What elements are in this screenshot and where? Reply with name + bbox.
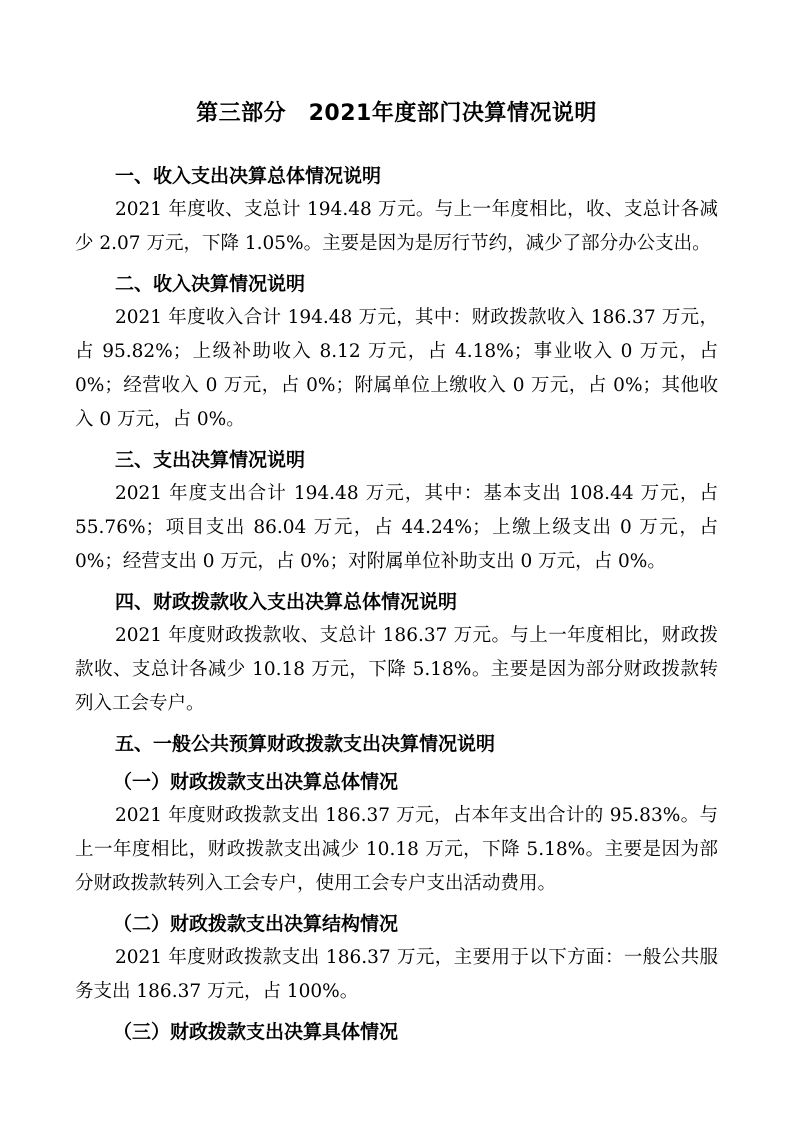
section-heading: 四、财政拨款收入支出决算总体情况说明	[115, 591, 458, 613]
document-title: 第三部分 2021年度部门决算情况说明	[196, 101, 597, 126]
section-heading: 五、一般公共预算财政拨款支出决算情况说明	[115, 733, 496, 755]
section-paragraph: 2021 年度支出合计 194.48 万元，其中：基本支出 108.44 万元，占 55.76%；项目支出 86.04 万元，占 44.24%；上缴上级支出 0 万元，占 0%；经营支出 0 万元，占 0%；对附属单位补助支出 0 万元，占 0%。	[75, 483, 718, 572]
section-heading: 二、收入决算情况说明	[115, 273, 306, 295]
document-body	[0, 159, 793, 1049]
section-heading: 一、收入支出决算总体情况说明	[115, 165, 382, 187]
section-heading: 三、支出决算情况说明	[115, 449, 306, 471]
subsection-paragraph: 2021 年度财政拨款支出 186.37 万元，主要用于以下方面：一般公共服务支出 186.37 万元，占 100%。	[75, 947, 718, 1002]
section-paragraph: 2021 年度财政拨款收、支总计 186.37 万元。与上一年度相比，财政拨款收、支总计各减少 10.18 万元，下降 5.18%。主要是因为部分财政拨款转列入工会专户。	[75, 625, 718, 714]
subsection-heading: （三）财政拨款支出决算具体情况	[113, 1021, 399, 1043]
subsection-paragraph: 2021 年度财政拨款支出 186.37 万元，占本年支出合计的 95.83%。与上一年度相比，财政拨款支出减少 10.18 万元，下降 5.18%。主要是因为部分财政拨款转列入工会专户，使用工会专户支出活动费用。	[75, 805, 718, 894]
section-general-budget	[75, 727, 718, 1049]
section-overall	[75, 159, 718, 261]
section-paragraph: 2021 年度收入合计 194.48 万元，其中：财政拨款收入 186.37 万元，占 95.82%；上级补助收入 8.12 万元，占 4.18%；事业收入 0 万元，占 0%；经营收入 0 万元，占 0%；附属单位上缴收入 0 万元，占 0%；其他收入 0 万元，占 0%。	[75, 307, 718, 430]
subsection-heading: （二）财政拨款支出决算结构情况	[113, 913, 399, 935]
section-income	[75, 267, 718, 437]
section-expenditure	[75, 443, 718, 579]
section-paragraph: 2021 年度收、支总计 194.48 万元。与上一年度相比，收、支总计各减少 2.07 万元，下降 1.05%。主要是因为是厉行节约，减少了部分办公支出。	[75, 199, 718, 254]
section-fiscal-appropriation	[75, 585, 718, 721]
subsection-heading: （一）财政拨款支出决算总体情况	[113, 771, 399, 793]
